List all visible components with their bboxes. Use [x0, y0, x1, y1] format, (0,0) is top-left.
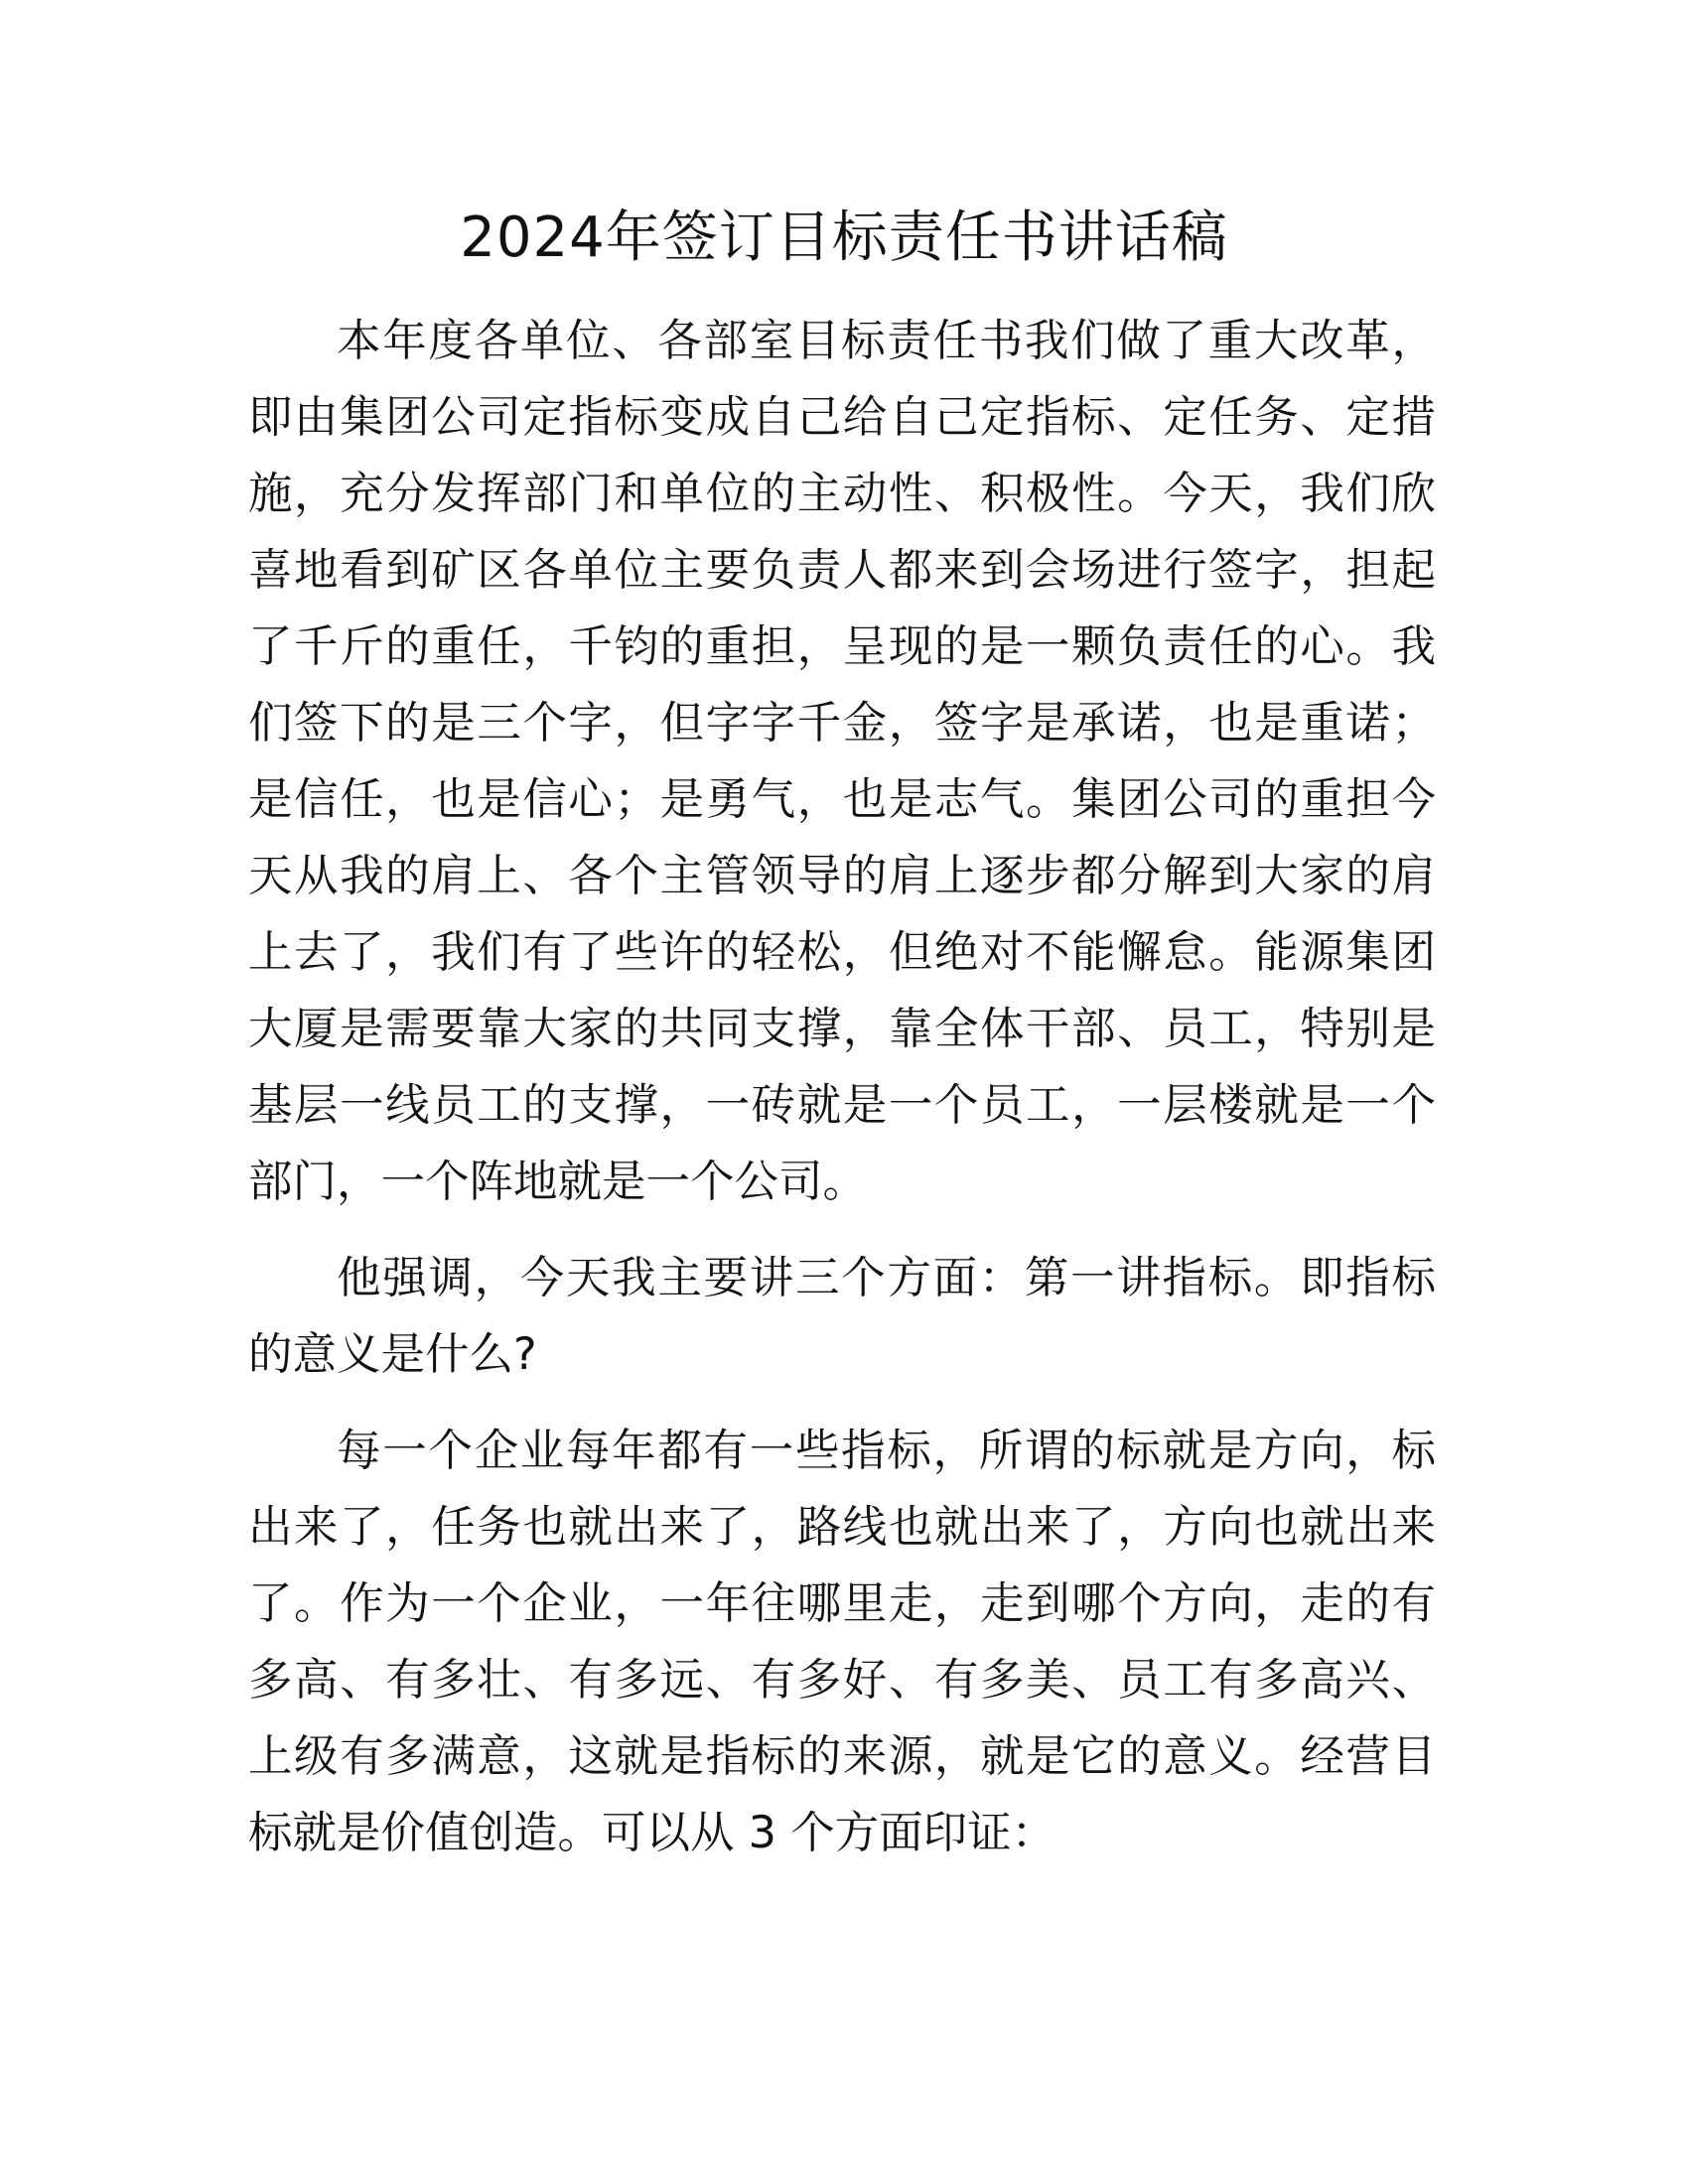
document-body [248, 303, 1436, 1891]
paragraph-1: 本年度各单位、各部室目标责任书我们做了重大改革，即由集团公司定指标变成自己给自己定指标、定任务、定措施，充分发挥部门和单位的主动性、积极性。今天，我们欣喜地看到矿区各单位主要负责人都来到会场进行签字，担起了千斤的重任，千钧的重担，呈现的是一颗负责任的心。我们签下的是三个字，但字字千金，签字是承诺，也是重诺；是信任，也是信心；是勇气，也是志气。集团公司的重担今天从我的肩上、各个主管领导的肩上逐步都分解到大家的肩上去了，我们有了些许的轻松，但绝对不能懈怠。能源集团大厦是需要靠大家的共同支撑，靠全体干部、员工，特别是基层一线员工的支撑，一砖就是一个员工，一层楼就是一个部门，一个阵地就是一个公司。 [248, 316, 1436, 1207]
paragraph-2: 他强调，今天我主要讲三个方面：第一讲指标。即指标的意义是什么? [248, 1253, 1436, 1380]
paragraph-3: 每一个企业每年都有一些指标，所谓的标就是方向，标出来了，任务也就出来了，路线也就出来了，方向也就出来了。作为一个企业，一年往哪里走，走到哪个方向，走的有多高、有多壮、有多远、有多好、有多美、员工有多高兴、上级有多满意，这就是指标的来源，就是它的意义。经营目标就是价值创造。可以从 3 个方面印证： [248, 1426, 1436, 1858]
document-title: 2024年签订目标责任书讲话稿 [460, 205, 1228, 270]
